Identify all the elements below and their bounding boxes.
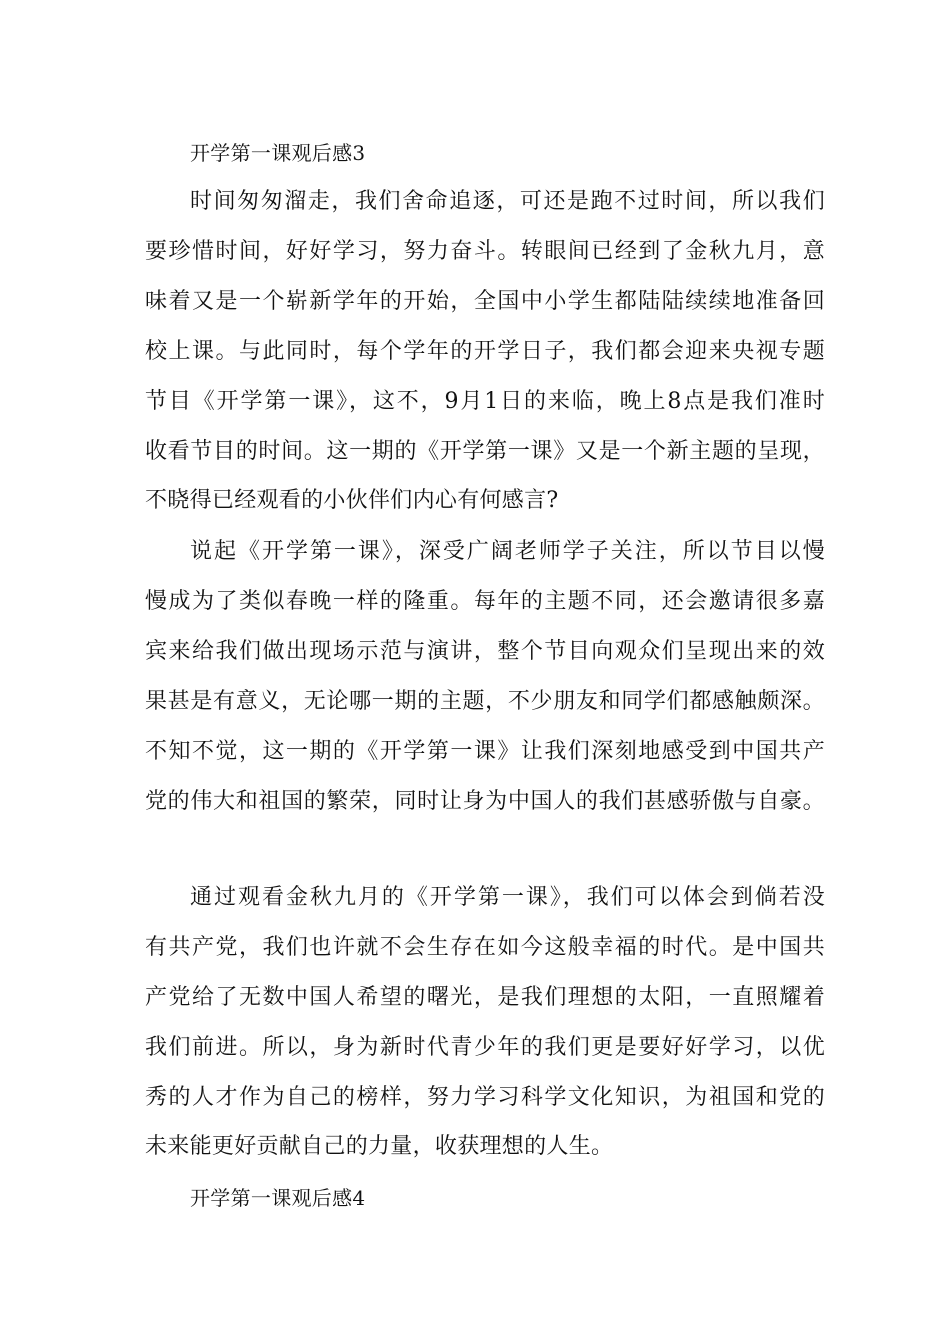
paragraph-line: 不知不觉，这一期的《开学第一课》让我们深刻地感受到中国共产 bbox=[145, 739, 825, 764]
section-heading-4: 开学第一课观后感4 bbox=[190, 1186, 366, 1210]
paragraph-line: 说起《开学第一课》，深受广阔老师学子关注，所以节目以慢 bbox=[190, 539, 825, 564]
paragraph-line: 慢成为了类似春晚一样的隆重。每年的主题不同，还会邀请很多嘉 bbox=[145, 589, 825, 614]
paragraph-line: 有共产党，我们也许就不会生存在如今这般幸福的时代。是中国共 bbox=[145, 935, 825, 960]
paragraph-line: 产党给了无数中国人希望的曙光，是我们理想的太阳，一直照耀着 bbox=[145, 985, 825, 1010]
paragraph-line: 通过观看金秋九月的《开学第一课》，我们可以体会到倘若没 bbox=[190, 885, 825, 910]
paragraph-line: 宾来给我们做出现场示范与演讲，整个节目向观众们呈现出来的效 bbox=[145, 639, 825, 664]
paragraph-line: 要珍惜时间，好好学习，努力奋斗。转眼间已经到了金秋九月，意 bbox=[145, 239, 825, 264]
paragraph-line: 秀的人才作为自己的榜样，努力学习科学文化知识，为祖国和党的 bbox=[145, 1085, 825, 1110]
section-heading-3: 开学第一课观后感3 bbox=[190, 141, 366, 165]
paragraph-line: 果甚是有意义，无论哪一期的主题，不少朋友和同学们都感触颇深。 bbox=[145, 689, 825, 714]
paragraph-line: 未来能更好贡献自己的力量，收获理想的人生。 bbox=[145, 1134, 614, 1159]
paragraph-line: 收看节目的时间。这一期的《开学第一课》又是一个新主题的呈现， bbox=[145, 439, 825, 464]
paragraph-line: 校上课。与此同时，每个学年的开学日子，我们都会迎来央视专题 bbox=[145, 339, 825, 364]
paragraph-line: 党的伟大和祖国的繁荣，同时让身为中国人的我们甚感骄傲与自豪。 bbox=[145, 789, 825, 814]
paragraph-line: 不晓得已经观看的小伙伴们内心有何感言? bbox=[145, 488, 559, 513]
paragraph-line: 节目《开学第一课》，这不，9月1日的来临，晚上8点是我们准时 bbox=[145, 389, 825, 414]
paragraph-line: 时间匆匆溜走，我们舍命追逐，可还是跑不过时间，所以我们 bbox=[190, 189, 825, 214]
paragraph-line: 我们前进。所以，身为新时代青少年的我们更是要好好学习，以优 bbox=[145, 1035, 825, 1060]
paragraph-line: 味着又是一个崭新学年的开始，全国中小学生都陆陆续续地准备回 bbox=[145, 289, 825, 314]
